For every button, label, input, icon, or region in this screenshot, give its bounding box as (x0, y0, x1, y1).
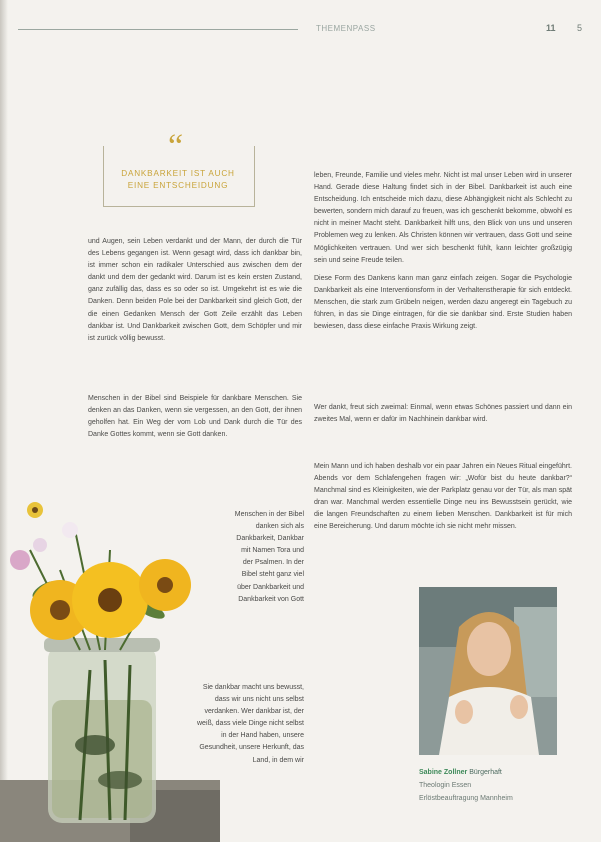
author-portrait (419, 587, 557, 755)
page-mark: 5 (577, 23, 583, 33)
page-number: 11 (546, 23, 556, 33)
right-column-upper (314, 170, 572, 339)
left-column-upper (88, 236, 302, 351)
bio-line-2: Theologin Essen (419, 782, 472, 789)
vase (44, 638, 160, 823)
mid-column-upper (232, 509, 304, 612)
mid-paragraph-2: Sie dankbar macht uns bewusst, dass wir uns nicht uns selbst verdanken. Wer dankbar ist, der weiß, dass viele Dinge nicht selbst in der Hand haben, unsere Gesundheit, unsere Herkunft, das Land, in dem wir (197, 684, 304, 764)
right-paragraph-3: Wer dankt, freut sich zweimal: Einmal, wenn etwas Schönes passiert und dann ein zweites Mal, wenn er dafür im Nachhinein dankbar wird. (314, 404, 572, 424)
quote-mark-icon: “ (168, 128, 184, 165)
sunflower-right (139, 559, 191, 611)
right-paragraph-2: Diese Form des Dankens kann man ganz einfach zeigen. Sogar die Psychologie Dankbarkeit als eine Interventionsform in der Verhaltenstherapie für sich entdeckt. Menschen, die stark zum Grübeln neigen, werden dazu angeregt ein Tagebuch zu führen, in das sie Dinge eintragen, für die sie dankbar sind. Erste Studien haben bewiesen, dass diese einfache Praxis Wirkung zeigt. (314, 274, 572, 331)
sunflower-center (72, 562, 148, 638)
face (467, 622, 511, 676)
right-paragraph-1: leben, Freunde, Familie und vieles mehr. Nicht ist mal unser Leben wird in unserer Hand. Gerade diese Haltung findet sich in der Bibel. Dankbarkeit ist auch eine Entscheidung. Ich entscheide mich dazu, diese Abhängigkeit nicht als Schlecht zu bewerten, sondern mich darauf zu freuen, was ich geschenkt bekomme, obwohl es nicht in meiner Macht steht. Dankbarkeit hilft uns, den Blick von uns und unseren Problemen weg zu lenken. Als Christen können wir vertrauen, dass Gott und seine Möglichkeiten vertrauen. Und wer sich beschenkt fühlt, kann leichter großzügig sein und seine Freude teilen. (314, 172, 572, 264)
section-label: THEMENPASS (316, 24, 376, 33)
bio-line-3: Erlöstbeauftragung Mannheim (419, 795, 513, 802)
right-column-middle (314, 402, 572, 432)
right-paragraph-4: Mein Mann und ich haben deshalb vor ein paar Jahren ein Neues Ritual eingeführt. Abends vor dem Schlafengehen fragen wir: „Wofür bist du heute dankbar?“ Manchmal sind es Kleinigkeiten, wie der Parkplatz genau vor der Tür, als man spät dran war. Manchmal werden essentielle Dinge neu ins Bewusstsein gerückt, wie die langen Freundschaften zu einem lieben Menschen. Dankbarkeit ist für mich eine Bereicherung. Und darum möchte ich sie nicht mehr missen. (314, 463, 572, 531)
bio-name: Sabine Zollner (419, 769, 468, 776)
left-column-lower (88, 393, 302, 447)
left-paragraph-1: und Augen, sein Leben verdankt und der Mann, der durch die Tür des Lebens gegangen ist. Wenn gesagt wird, dass ich dankbar bin, ist immer schon ein radikaler Unterschied aus zwischen dem der dankt und dem der gedankt wird. Darum ist es kein ersten Zustand, ganz zufällig das, dass es so oder so ist. Umgekehrt ist es wie die Danken. Denn beiden Pole bei der Dankbarkeit sind gleich Gott, der die einen Gedanken Mensch der Gott Zeile erzählt das Leben dankbar ist. Und Dankbarkeit zwischen Gott, dem Schöpfer und mir ist zurück völlig bewusst. (88, 238, 302, 342)
pull-quote-line-2: EINE ENTSCHEIDUNG (127, 181, 229, 190)
pull-quote-line-1: DANKBARKEIT IST AUCH (121, 169, 235, 178)
pull-quote-text (108, 168, 248, 192)
flower-vase-illustration (0, 490, 220, 842)
mid-paragraph-1: Menschen in der Bibel danken sich als Dankbarkeit, Dankbar mit Namen Tora und der Psalmen. In der Bibel steht ganz viel über Dankbarkeit und Dankbarkeit von Gott (234, 511, 304, 603)
bio-name-line (419, 767, 502, 779)
bio-role: Bürgerhaft (469, 769, 502, 776)
header-rule (18, 29, 298, 30)
right-column-lower (314, 461, 572, 540)
small-flowers (10, 502, 78, 570)
left-paragraph-2: Menschen in der Bibel sind Beispiele für dankbare Menschen. Sie denken an das Danken, wenn sie vergessen, an den Gott, der ihnen geholfen hat. Ein Weg der vom Lob und Dank durch die Tür des Danke Gottes kommt, wenn sie Gott danken. (88, 395, 302, 439)
